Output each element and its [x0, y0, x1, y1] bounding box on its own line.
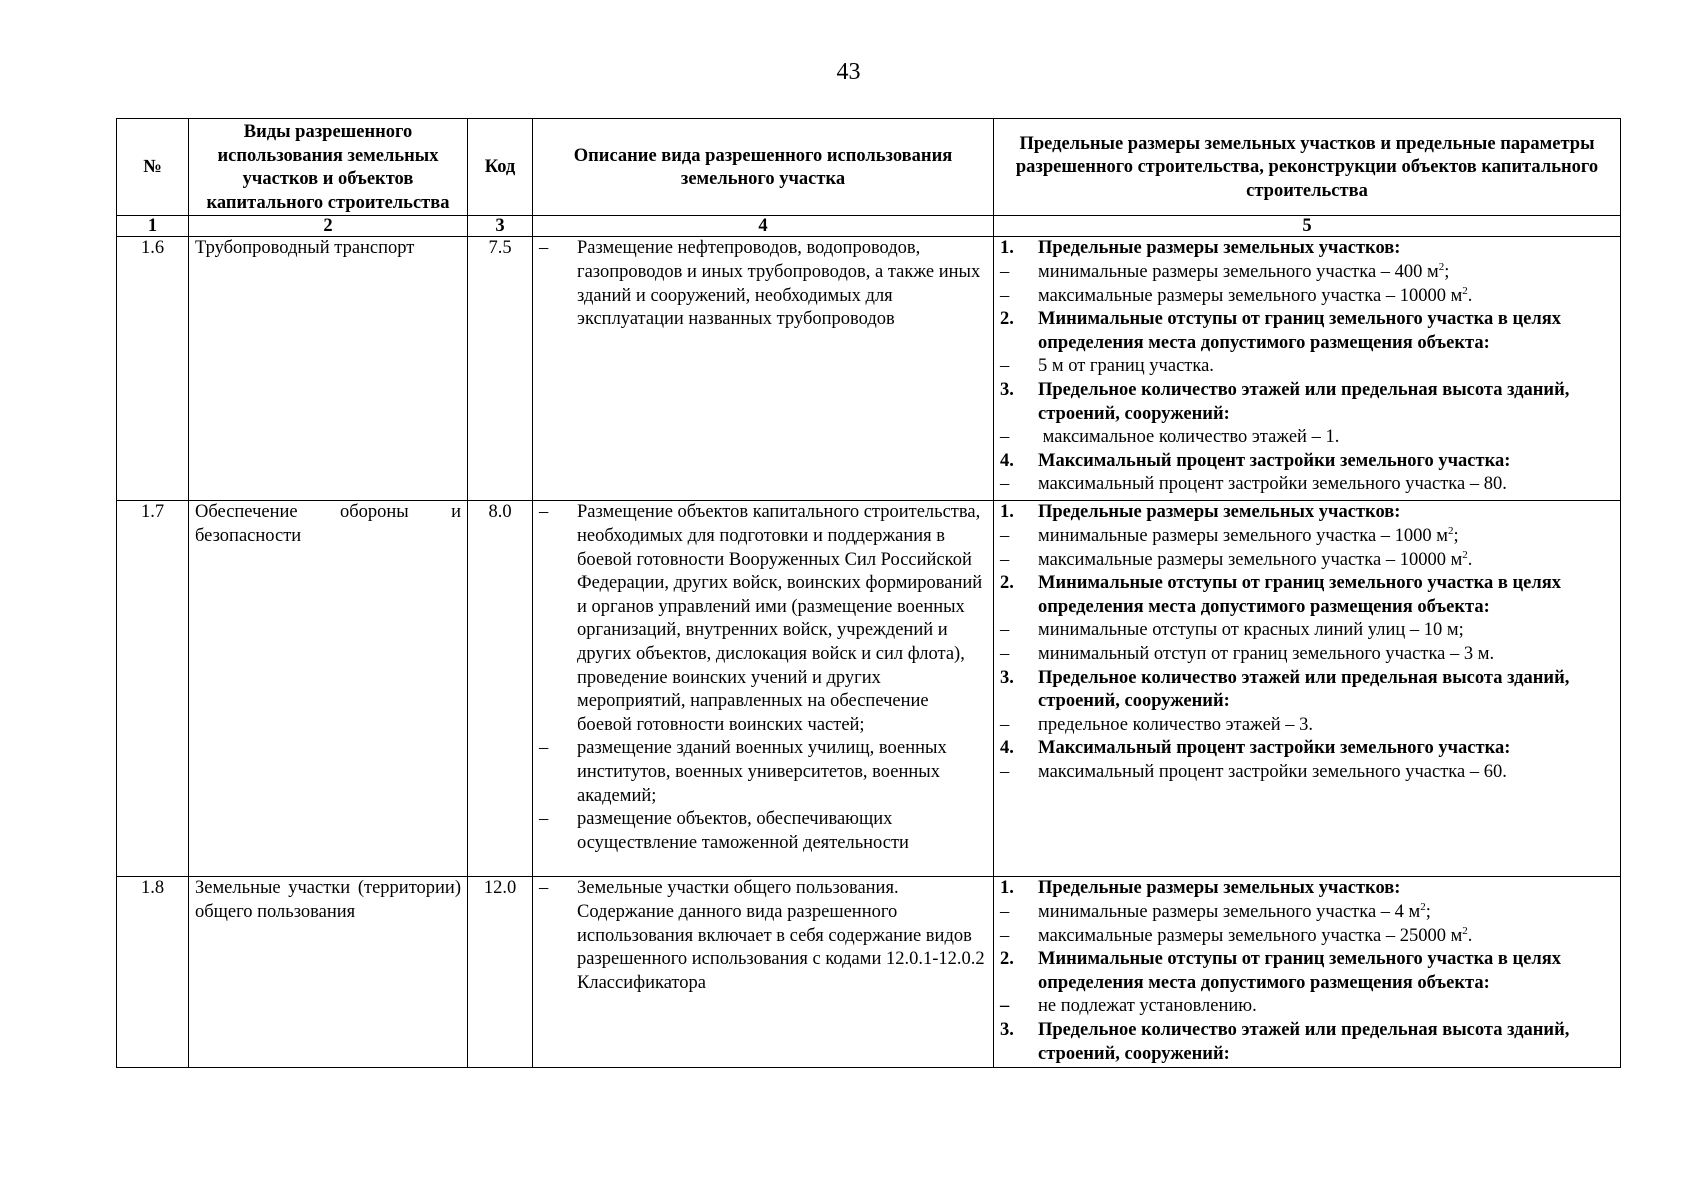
list-item-text	[1038, 948, 1614, 995]
list-item-main: максимальные размеры земельного участка – 10000 м	[1038, 549, 1463, 570]
list-item-text	[1038, 426, 1614, 450]
limit-heading	[1000, 379, 1614, 426]
list-item-text	[577, 501, 987, 737]
header-code: Код	[468, 119, 533, 216]
limit-heading	[1000, 948, 1614, 995]
list-item-text	[1038, 714, 1614, 738]
list-item-tail: ;	[1425, 901, 1431, 922]
list-item	[1000, 619, 1614, 643]
list-marker: –	[539, 238, 549, 259]
column-number: 5	[994, 216, 1621, 237]
list-marker: 4.	[1000, 738, 1014, 759]
list-item-main: максимальные размеры земельного участка – 25000 м	[1038, 925, 1463, 946]
list-item-main: предельное количество этажей – 3.	[1038, 714, 1314, 735]
list-item	[1000, 925, 1614, 949]
limit-heading	[1000, 450, 1614, 474]
list-marker: –	[1000, 620, 1010, 641]
list-item-text	[1038, 355, 1614, 379]
list-marker: 2.	[1000, 949, 1014, 970]
list-item	[1000, 549, 1614, 573]
list-item-text	[1038, 995, 1614, 1019]
header-kind: Виды разрешенного использования земельных участков и объектов капитального строительства	[189, 119, 468, 216]
list-item-tail: ;	[1444, 261, 1450, 282]
list-item-text	[1038, 473, 1614, 497]
list-item-text	[1038, 379, 1614, 426]
column-number: 4	[533, 216, 994, 237]
list-item-main: Предельное количество этажей или предельная высота зданий, строений, сооружений:	[1038, 1019, 1575, 1064]
header-limits: Предельные размеры земельных участков и предельные параметры разрешенного строительства, реконструкции объектов капитального строительства	[994, 119, 1621, 216]
list-item-text	[1038, 261, 1614, 285]
table-header-row	[117, 119, 1621, 216]
list-item	[1000, 901, 1614, 925]
list-item-text	[1038, 501, 1614, 525]
limit-heading	[1000, 1019, 1614, 1066]
list-marker: –	[1000, 925, 1010, 946]
column-number-row	[117, 216, 1621, 237]
list-item-text	[577, 237, 987, 331]
list-item-main: Предельные размеры земельных участков:	[1038, 878, 1401, 899]
list-item	[1000, 761, 1614, 785]
list-item-text	[577, 808, 987, 855]
list-item-main: минимальные отступы от красных линий улиц – 10 м;	[1038, 620, 1464, 641]
limit-heading	[1000, 877, 1614, 901]
limit-heading	[1000, 667, 1614, 714]
list-marker: 2.	[1000, 573, 1014, 594]
list-marker: 3.	[1000, 1019, 1014, 1040]
superscript: 2	[1438, 260, 1445, 273]
list-item-main: Минимальные отступы от границ земельного участка в целях определения места допустимого размещения объекта:	[1038, 573, 1566, 617]
list-item-main: 5 м от границ участка.	[1038, 356, 1214, 377]
list-item-text	[1038, 761, 1614, 785]
list-item-text	[1038, 525, 1614, 549]
list-marker: 1.	[1000, 878, 1014, 899]
permitted-use-table	[116, 118, 1621, 1068]
list-item-main: Размещение объектов капитального строительства, необходимых для подготовки и поддержания в боевой готовности Вооруженных Сил Российской Федерации, других войск, воинских формирований и органов управлений ими (размещение военных организаций, внутренних войск, учреждений и других объектов, дислокация войск и сил флота), проведение воинских учений и других мероприятий, направленных на обеспечение боевой готовности воинских частей;	[577, 502, 987, 735]
superscript: 2	[1462, 548, 1468, 561]
list-item	[1000, 426, 1614, 450]
limit-heading	[1000, 737, 1614, 761]
row-limits	[994, 501, 1621, 877]
list-marker: –	[1000, 996, 1010, 1017]
list-marker: –	[1000, 714, 1010, 735]
row-use-kind: Обеспечение обороны и безопасности	[189, 501, 468, 877]
list-item-text	[1038, 237, 1614, 261]
list-item	[1000, 285, 1614, 309]
list-item-main: максимальный процент застройки земельного участка – 80.	[1038, 474, 1507, 495]
superscript: 2	[1420, 900, 1426, 913]
list-item-main: Земельные участки общего пользования. Содержание данного вида разрешенного использования включает в себя содержание видов разрешенного использования с кодами 12.0.1-12.0.2 Классификатора	[577, 878, 990, 993]
column-number: 2	[189, 216, 468, 237]
list-marker: –	[1000, 901, 1010, 922]
page-number: 43	[836, 59, 861, 85]
list-marker: 3.	[1000, 667, 1014, 688]
list-item-text	[1038, 667, 1614, 714]
row-description	[533, 877, 994, 1068]
superscript: 2	[1448, 524, 1454, 537]
table-row	[117, 877, 1621, 1068]
list-item-main: размещение зданий военных училищ, военных институтов, военных университетов, военных академий;	[577, 738, 952, 806]
list-marker: –	[539, 502, 549, 523]
limit-heading	[1000, 237, 1614, 261]
list-item	[1000, 473, 1614, 497]
list-item-main: Максимальный процент застройки земельного участка:	[1038, 450, 1511, 471]
row-limits	[994, 237, 1621, 501]
list-item-text	[1038, 643, 1614, 667]
row-code: 8.0	[468, 501, 533, 877]
row-use-kind: Земельные участки (территории) общего пользования	[189, 877, 468, 1068]
list-item-tail: ;	[1453, 525, 1459, 546]
list-marker: –	[1000, 761, 1010, 782]
list-item-text	[1038, 450, 1614, 474]
list-marker: –	[1000, 356, 1010, 377]
list-item-text	[1038, 901, 1614, 925]
table-row	[117, 501, 1621, 877]
list-item	[539, 808, 987, 855]
limit-heading	[1000, 308, 1614, 355]
list-item	[1000, 995, 1614, 1019]
list-item-main: максимальный процент застройки земельного участка – 60.	[1038, 761, 1507, 782]
row-code: 12.0	[468, 877, 533, 1068]
list-item	[539, 237, 987, 331]
list-item-main: Минимальные отступы от границ земельного участка в целях определения места допустимого размещения объекта:	[1038, 309, 1566, 353]
list-item-text	[1038, 549, 1614, 573]
row-number: 1.6	[117, 237, 189, 501]
list-item-main: Предельное количество этажей или предельная высота зданий, строений, сооружений:	[1038, 667, 1575, 712]
row-number: 1.8	[117, 877, 189, 1068]
list-item-text	[577, 877, 990, 995]
list-item-text	[1038, 877, 1614, 901]
list-item-main: минимальные размеры земельного участка – 4 м	[1038, 901, 1421, 922]
list-marker: –	[1000, 285, 1010, 306]
list-item-main: минимальные размеры земельного участка – 1000 м	[1038, 525, 1448, 546]
list-item-main: минимальные размеры земельного участка – 400 м	[1038, 261, 1439, 282]
list-item-main: Предельные размеры земельных участков:	[1038, 502, 1401, 523]
list-item-main: размещение объектов, обеспечивающих осуществление таможенной деятельности	[577, 809, 909, 853]
list-marker: 1.	[1000, 238, 1014, 259]
table-row	[117, 237, 1621, 501]
list-marker: 2.	[1000, 309, 1014, 330]
limit-heading	[1000, 572, 1614, 619]
header-description: Описание вида разрешенного использования земельного участка	[533, 119, 994, 216]
list-marker: –	[1000, 427, 1010, 448]
list-marker: –	[539, 809, 549, 830]
list-item	[539, 737, 987, 808]
list-marker: –	[539, 738, 549, 759]
list-item-main: минимальный отступ от границ земельного участка – 3 м.	[1038, 643, 1495, 664]
list-marker: –	[1000, 474, 1010, 495]
list-item-text	[1038, 308, 1614, 355]
column-number: 1	[117, 216, 189, 237]
list-item-main: Предельное количество этажей или предельная высота зданий, строений, сооружений:	[1038, 379, 1575, 424]
list-marker: 3.	[1000, 379, 1014, 400]
list-marker: –	[1000, 525, 1010, 546]
list-item	[1000, 714, 1614, 738]
list-item	[539, 877, 990, 995]
row-limits	[994, 877, 1621, 1068]
list-marker: –	[1000, 261, 1010, 282]
list-item-main: не подлежат установлению.	[1038, 996, 1257, 1017]
list-marker: –	[539, 878, 549, 899]
header-no: №	[117, 119, 189, 216]
list-item-tail: .	[1467, 285, 1473, 306]
superscript: 2	[1462, 284, 1468, 297]
list-marker: 4.	[1000, 450, 1014, 471]
row-use-kind: Трубопроводный транспорт	[189, 237, 468, 501]
list-item-main: Размещение нефтепроводов, водопроводов, газопроводов и иных трубопроводов, а также иных зданий и сооружений, необходимых для эксплуатации названных трубопроводов	[577, 238, 985, 330]
list-item-main: Предельные размеры земельных участков:	[1038, 238, 1401, 259]
list-item	[1000, 525, 1614, 549]
list-item-main: Максимальный процент застройки земельного участка:	[1038, 738, 1511, 759]
list-marker: –	[1000, 643, 1010, 664]
superscript: 2	[1462, 924, 1468, 937]
list-item	[539, 501, 987, 737]
list-item-main: максимальное количество этажей – 1.	[1038, 427, 1340, 448]
list-item	[1000, 355, 1614, 379]
limit-heading	[1000, 501, 1614, 525]
list-item-main: Минимальные отступы от границ земельного участка в целях определения места допустимого размещения объекта:	[1038, 949, 1566, 993]
list-item	[1000, 261, 1614, 285]
row-description	[533, 237, 994, 501]
row-description	[533, 501, 994, 877]
list-item-text	[1038, 285, 1614, 309]
list-item-text	[1038, 737, 1614, 761]
list-item-text	[1038, 925, 1614, 949]
list-item-text	[1038, 572, 1614, 619]
list-item	[1000, 643, 1614, 667]
list-item-text	[1038, 1019, 1614, 1066]
row-number: 1.7	[117, 501, 189, 877]
column-number: 3	[468, 216, 533, 237]
list-marker: –	[1000, 549, 1010, 570]
list-item-text	[1038, 619, 1614, 643]
list-marker: 1.	[1000, 502, 1014, 523]
row-code: 7.5	[468, 237, 533, 501]
list-item-tail: .	[1467, 549, 1473, 570]
list-item-tail: .	[1467, 925, 1473, 946]
list-item-text	[577, 737, 987, 808]
list-item-main: максимальные размеры земельного участка – 10000 м	[1038, 285, 1463, 306]
